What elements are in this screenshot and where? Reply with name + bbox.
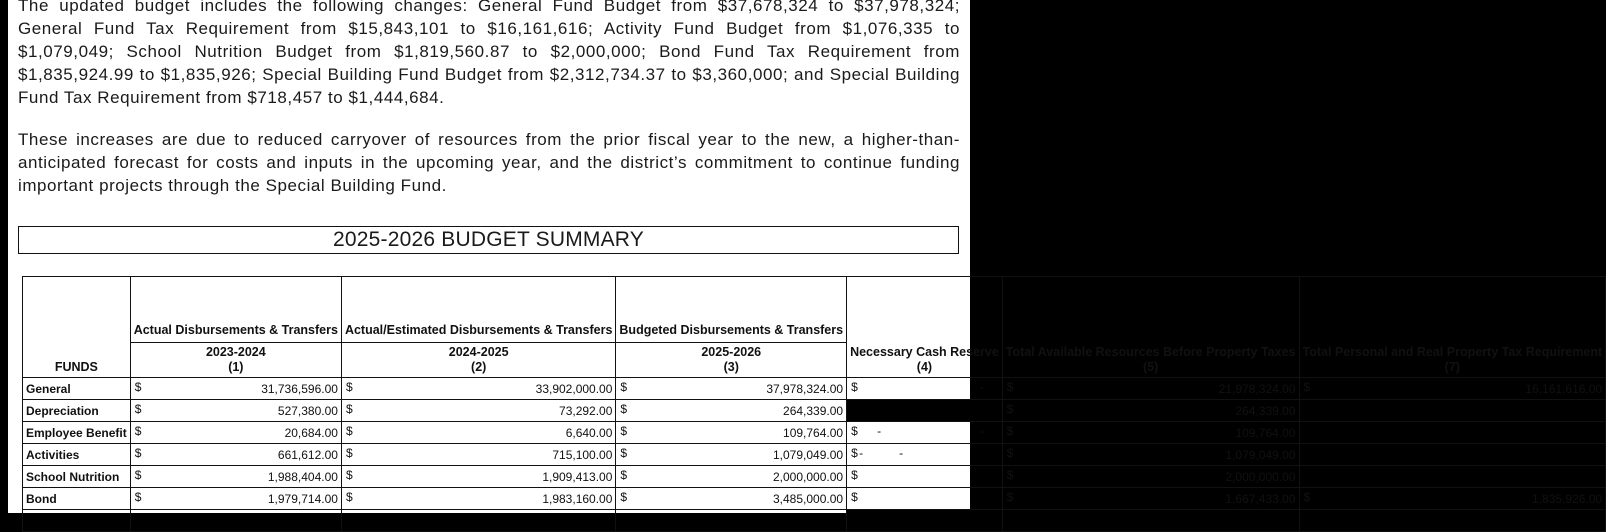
amount-cell: [341, 466, 615, 488]
currency-symbol: $: [620, 490, 628, 504]
column-year: 2025-2026: [616, 342, 846, 360]
fund-name: Employee Benefit: [23, 422, 131, 444]
amount-cell: [1299, 378, 1606, 400]
amount-cell: [1299, 488, 1606, 510]
amount-value: 1,909,413.00: [542, 469, 613, 484]
blacked-out-cell: [1299, 422, 1606, 444]
dash-mark: -: [877, 424, 882, 438]
dash-mark: -: [979, 424, 984, 438]
blacked-out-cell: [1299, 466, 1606, 488]
amount-cell: [616, 378, 847, 400]
amount-value: 264,339.00: [783, 403, 844, 418]
amount-cell: [341, 510, 615, 532]
column-title: Total Available Resources Before Property Taxes: [1005, 345, 1296, 359]
amount-cell: [616, 422, 847, 444]
column-header-7: [1299, 277, 1606, 378]
column-number: (7): [1444, 360, 1460, 374]
amount-cell: [1002, 422, 1299, 444]
blacked-out-cell: [1299, 444, 1606, 466]
amount-value: 21,978,324.00: [1218, 381, 1296, 396]
currency-symbol: $: [1006, 402, 1014, 416]
amount-value: 37,978,324.00: [766, 381, 844, 396]
currency-symbol: $: [620, 468, 628, 482]
amount-cell: [1002, 444, 1299, 466]
currency-symbol: $: [1006, 468, 1014, 482]
amount-value: 1,667,433.00: [1225, 491, 1296, 506]
column-number: (5): [1143, 360, 1159, 374]
amount-value: 16,161,616.00: [1525, 381, 1603, 396]
amount-cell: [130, 378, 341, 400]
fund-name: General: [23, 378, 131, 400]
fund-name: Depreciation: [23, 400, 131, 422]
amount-cell: [1002, 510, 1299, 532]
currency-symbol: $: [134, 402, 142, 416]
amount-value: 1,979,714.00: [267, 491, 338, 506]
dash-mark: -: [979, 380, 984, 394]
amount-value: 2,000,000.00: [773, 469, 844, 484]
cash-reserve-cell: [847, 488, 1003, 510]
amount-cell: [341, 444, 615, 466]
amount-value: 73,292.00: [559, 403, 613, 418]
currency-symbol: $: [345, 380, 353, 394]
amount-value: 31,736,596.00: [261, 381, 338, 396]
amount-cell: [616, 488, 847, 510]
column-header-5: [1002, 277, 1299, 378]
budget-reasons-paragraph: These increases are due to reduced carryover of resources from the prior fiscal year to the new, a higher-than-anticipated forecast for costs and inputs in the upcoming year, and the district’s commitment to continue funding important projects through the Special Building Fund.: [18, 130, 960, 195]
column-header-4: [847, 277, 1003, 378]
table-row: [23, 400, 1606, 422]
amount-cell: [130, 466, 341, 488]
table-row: [23, 422, 1606, 444]
amount-cell: [341, 422, 615, 444]
column-number: (3): [723, 360, 739, 374]
amount-value: 109,764.00: [1235, 425, 1296, 440]
amount-value: 6,640.00: [565, 425, 613, 440]
currency-symbol: $: [345, 402, 353, 416]
funds-header: FUNDS: [23, 277, 131, 378]
currency-symbol: $: [851, 380, 858, 394]
cash-reserve-cell: [847, 466, 1003, 488]
amount-cell: [130, 400, 341, 422]
currency-symbol: $: [134, 446, 142, 460]
table-row: [23, 510, 1606, 532]
dash-mark: -: [899, 446, 904, 460]
column-year: 2023-2024: [131, 342, 341, 360]
amount-value: 1,835,926.00: [1532, 491, 1603, 506]
budget-changes-paragraph: The updated budget includes the following changes: General Fund Budget from $37,678,324 to $37,978,324; General Fund Tax Requirement from $15,843,101 to $16,161,616; Activity Fund Budget from $1,076,335 to $1,079,049; School Nutrition Budget from $1,819,560.87 to $2,000,000; Bond Fund Tax Requirement from $1,835,924.99 to $1,835,926; Special Building Fund Budget from $2,312,734.37 to $3,360,000; and Special Building Fund Tax Requirement from $718,457 to $1,444,684.: [18, 0, 960, 107]
table-row: [23, 444, 1606, 466]
currency-symbol: $: [851, 468, 858, 482]
currency-symbol: $: [851, 424, 858, 438]
currency-symbol: $: [620, 424, 628, 438]
currency-symbol: $: [134, 380, 142, 394]
currency-symbol: $: [851, 490, 858, 504]
amount-cell: [130, 444, 341, 466]
currency-symbol: $: [1006, 424, 1014, 438]
column-title: Actual Disbursements & Transfers: [133, 323, 338, 337]
amount-value: 1,079,049.00: [773, 447, 844, 462]
column-title: Necessary Cash Reserve: [850, 345, 999, 359]
amount-value: 1,079,049.00: [1225, 447, 1296, 462]
column-title: Total Personal and Real Property Tax Requirement: [1302, 345, 1603, 359]
document-page: [8, 0, 1603, 513]
column-title: Actual/Estimated Disbursements & Transfers: [344, 323, 613, 337]
amount-cell: [1002, 466, 1299, 488]
table-header-row: [23, 277, 1606, 378]
amount-cell: [130, 510, 341, 532]
amount-cell: [1002, 400, 1299, 422]
amount-cell: [616, 400, 847, 422]
cash-reserve-cell: [847, 422, 1003, 444]
currency-symbol: $: [1006, 380, 1014, 394]
amount-value: 20,684.00: [284, 425, 338, 440]
currency-symbol: $: [1303, 380, 1311, 394]
amount-value: 1,988,404.00: [267, 469, 338, 484]
currency-symbol: $: [134, 424, 142, 438]
amount-cell: [130, 488, 341, 510]
fund-name: Bond: [23, 488, 131, 510]
amount-value: 715,100.00: [552, 447, 613, 462]
amount-value: 2,000,000.00: [1225, 469, 1296, 484]
amount-value: 527,380.00: [277, 403, 338, 418]
amount-cell: [341, 488, 615, 510]
amount-cell: [341, 378, 615, 400]
column-number: (4): [916, 360, 933, 374]
column-header-1: [130, 277, 341, 378]
budget-summary-title: 2025-2026 BUDGET SUMMARY: [18, 226, 959, 254]
currency-symbol: $: [134, 490, 142, 504]
table-row: [23, 466, 1606, 488]
amount-value: 109,764.00: [783, 425, 844, 440]
amount-value: 3,485,000.00: [773, 491, 844, 506]
amount-value: 264,339.00: [1235, 403, 1296, 418]
amount-value: 661,612.00: [277, 447, 338, 462]
amount-cell: [1299, 510, 1606, 532]
fund-name: School Nutrition: [23, 466, 131, 488]
amount-cell: [1002, 488, 1299, 510]
currency-symbol: $: [851, 446, 858, 460]
blacked-out-cell: [1299, 400, 1606, 422]
currency-symbol: $: [620, 402, 628, 416]
currency-symbol: $: [1006, 490, 1014, 504]
amount-value: 33,902,000.00: [535, 381, 613, 396]
column-year: 2024-2025: [342, 342, 615, 360]
currency-symbol: $: [1006, 446, 1014, 460]
table-row: [23, 378, 1606, 400]
amount-cell: [341, 400, 615, 422]
column-title: Budgeted Disbursements & Transfers: [619, 323, 844, 337]
currency-symbol: $: [620, 380, 628, 394]
amount-cell: [616, 510, 847, 532]
amount-cell: [1002, 378, 1299, 400]
fund-name: Activities: [23, 444, 131, 466]
column-header-2: [341, 277, 615, 378]
currency-symbol: $: [345, 424, 353, 438]
currency-symbol: $: [345, 468, 353, 482]
amount-value: 1,983,160.00: [542, 491, 613, 506]
dash-mark: -: [859, 446, 864, 460]
currency-symbol: $: [1303, 490, 1311, 504]
amount-cell: [130, 422, 341, 444]
cash-reserve-cell: [847, 444, 1003, 466]
table-row: [23, 488, 1606, 510]
blacked-out-cell: [847, 510, 1003, 532]
column-number: (1): [228, 360, 244, 374]
blacked-out-cell: [847, 400, 1003, 422]
amount-cell: [616, 466, 847, 488]
currency-symbol: $: [345, 490, 353, 504]
amount-cell: [616, 444, 847, 466]
cash-reserve-cell: [847, 378, 1003, 400]
column-number: (2): [471, 360, 487, 374]
fund-name: [23, 510, 131, 532]
currency-symbol: $: [620, 446, 628, 460]
budget-summary-table: [22, 276, 1606, 532]
column-header-3: [616, 277, 847, 378]
currency-symbol: $: [134, 468, 142, 482]
currency-symbol: $: [345, 446, 353, 460]
